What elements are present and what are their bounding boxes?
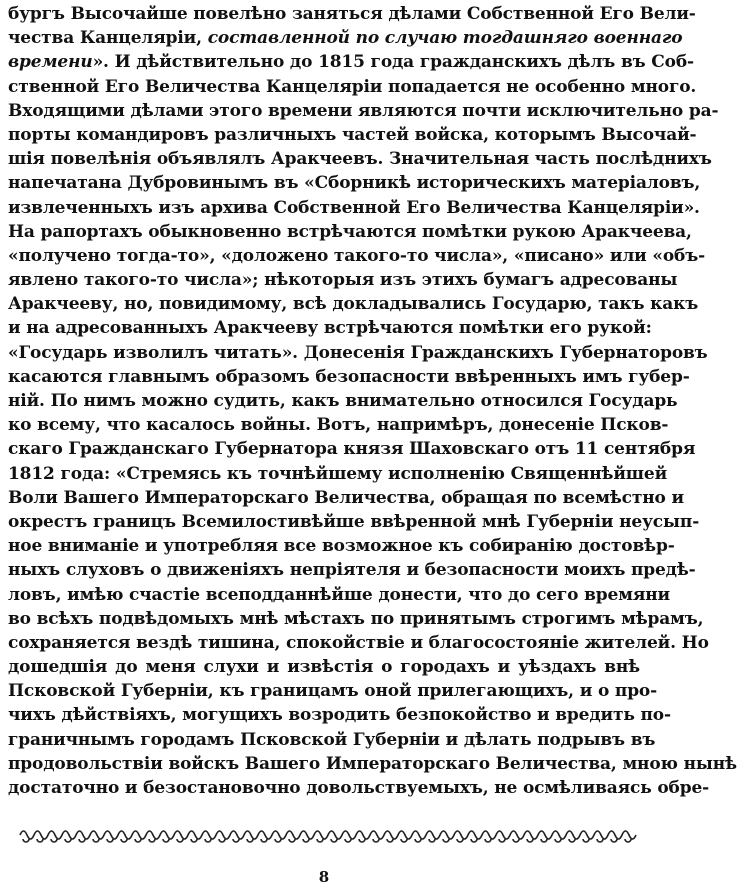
decorative-ornament bbox=[20, 820, 632, 850]
text-line: сохраняется вездѣ тишина, спокойствіе и благосостояніе жителей. Но bbox=[8, 632, 709, 653]
page-number: 8 bbox=[318, 868, 330, 886]
text-body bbox=[8, 2, 737, 800]
text-line: ственной Его Величества Канцеляріи попадается не особенно много. bbox=[8, 76, 697, 97]
text-line: бургъ Высочайше повелѣно заняться дѣлами Собственной Его Вели- bbox=[8, 4, 696, 24]
text-line: и на адресованныхъ Аракчееву встрѣчаются помѣтки его рукой: bbox=[8, 318, 652, 339]
text-line: Воли Вашего Императорскаго Величества, обращая по всемѣстно и bbox=[8, 487, 684, 508]
text-line: во всѣхъ подвѣдомыхъ мнѣ мѣстахъ по принятымъ строгимъ мѣрамъ, bbox=[8, 608, 704, 629]
text-line: ко всему, что касалось войны. Вотъ, напримѣръ, донесеніе Псков- bbox=[8, 415, 669, 436]
text-line: порты командировъ различныхъ частей войска, которымъ Высочай- bbox=[8, 124, 697, 145]
text-line: Псковской Губерніи, къ границамъ оной прилегающихъ, и о про- bbox=[8, 681, 658, 702]
italic-quote: времени bbox=[8, 52, 93, 73]
text-line: касаются главнымъ образомъ безопасности ввѣренныхъ имъ губер- bbox=[8, 366, 690, 387]
italic-quote: составленной по случаю тогдашняго военнаго bbox=[207, 28, 683, 49]
text-line: Входящими дѣлами этого времени являются почти исключительно ра- bbox=[8, 100, 719, 121]
text-line: продовольствіи войскъ Вашего Императорскаго Величества, мною нынѣ bbox=[8, 753, 737, 774]
text-line: напечатана Дубровинымъ въ «Сборникѣ историческихъ матеріаловъ, bbox=[8, 173, 701, 194]
text-line: На рапортахъ обыкновенно встрѣчаются помѣтки рукою Аракчеева, bbox=[8, 221, 692, 242]
text-line: ныхъ слуховъ о движеніяхъ непріятеля и безопасности моихъ предѣ- bbox=[8, 560, 696, 581]
text-line: 1812 года: «Стремясь къ точнѣйшему исполненію Священнѣйшей bbox=[8, 463, 668, 484]
text-line: явлено такого-то числа»; нѣкоторыя изъ этихъ бумагъ адресованы bbox=[8, 270, 678, 291]
text-line: дошедшія до меня слухи и извѣстія о городахъ и уѣздахъ внѣ bbox=[8, 657, 640, 678]
text-line: времени». И дѣйствительно до 1815 года гражданскихъ дѣлъ въ Соб- bbox=[8, 52, 694, 73]
text-line: «Государь изволилъ читать». Донесенія Гражданскихъ Губернаторовъ bbox=[8, 342, 708, 363]
text-line: достаточно и безостановочно довольствуемыхъ, не осмѣливаясь обре- bbox=[8, 778, 710, 798]
text-line: граничнымъ городамъ Псковской Губерніи и дѣлать подрывъ въ bbox=[8, 729, 656, 750]
text-line: ній. По нимъ можно судить, какъ внимательно относился Государь bbox=[8, 391, 678, 411]
text-line: чихъ дѣйствіяхъ, могущихъ возродить безпокойство и вредить по- bbox=[8, 705, 671, 726]
text-line: извлеченныхъ изъ архива Собственной Его Величества Канцеляріи». bbox=[8, 197, 700, 218]
text-line: шія повелѣнія объявлялъ Аракчеевъ. Значительная часть послѣднихъ bbox=[8, 149, 712, 170]
text-line: Аракчееву, но, повидимому, всѣ докладывались Государю, такъ какъ bbox=[8, 294, 699, 315]
text-line: «получено тогда-то», «доложено такого-то числа», «писано» или «объ- bbox=[8, 245, 706, 266]
text-line: чества Канцеляріи, составленной по случаю тогдашняго военнаго bbox=[8, 28, 683, 49]
text-line: ловъ, имѣю счастіе всеподданнѣйше донести, что до сего времяни bbox=[8, 584, 670, 605]
text-line: скаго Гражданскаго Губернатора князя Шаховскаго отъ 11 сентября bbox=[8, 439, 696, 460]
text-line: ное вниманіе и употребляя все возможное къ собиранію достовѣр- bbox=[8, 536, 675, 557]
text-line: окрестъ границъ Всемилостивѣйше ввѣренной мнѣ Губерніи неусып- bbox=[8, 511, 700, 532]
